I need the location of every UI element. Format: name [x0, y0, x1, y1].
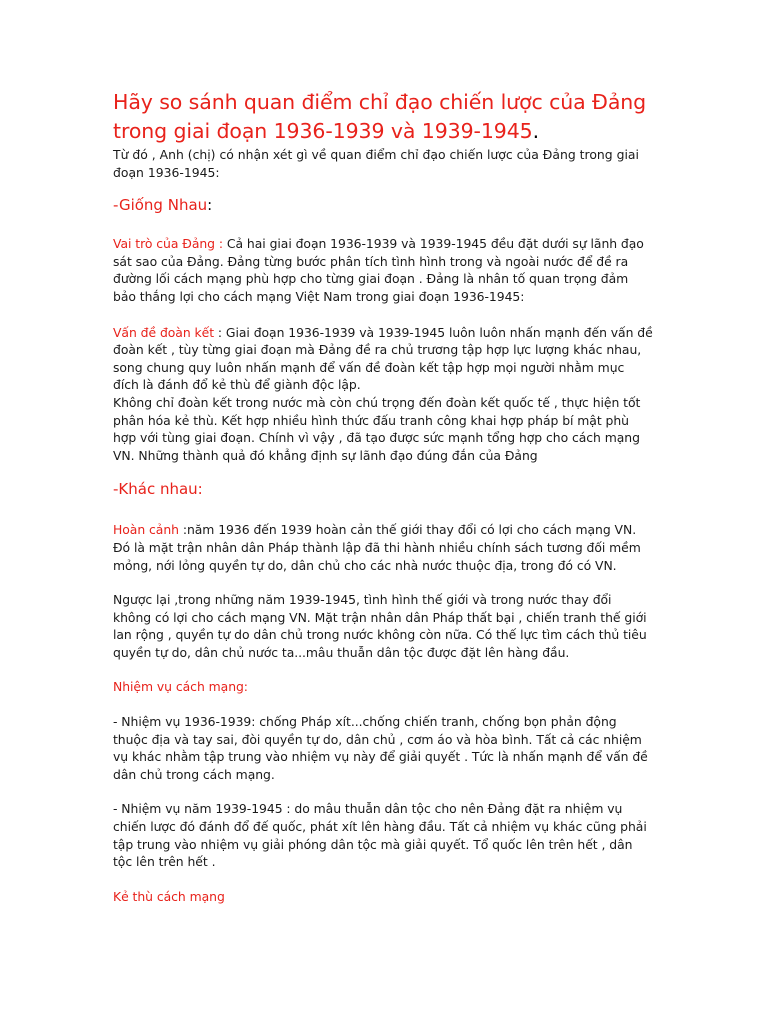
- paragraph-mission-1939: - Nhiệm vụ năm 1939-1945 : do mâu thuẫn dân tộc cho nên Đảng đặt ra nhiệm vụ chiến lược đó đánh đổ đế quốc, phát xít lên hàng đầu. Tất cả nhiệm vụ khác cũng phải tập trung vào nhiệm vụ giải phóng dân tộc mà giải quyết. Tổ quốc lên trên hết , dân tộc lên trên hết .: [113, 801, 647, 870]
- document-title: [113, 88, 653, 146]
- heading-colon: :: [207, 196, 213, 215]
- paragraph-mission-1936: - Nhiệm vụ 1936-1939: chống Pháp xít...chống chiến tranh, chống bọn phản động thuộc địa và tay sai, đòi quyền tự do, dân chủ , cơm áo và hòa bình. Tất cả các nhiệm vụ khác nhằm tập trung vào nhiệm vụ này để giải quyết . Tức là nhấn mạnh để vấn đề dân chủ trong cách mạng.: [113, 714, 648, 782]
- heading-similarities-text: -Giống Nhau: [113, 196, 208, 215]
- title-text: Hãy so sánh quan điểm chỉ đạo chiến lược của Đảng trong giai đoạn 1936-1939 và 1939-1945: [113, 90, 647, 143]
- subtitle-question: Từ đó , Anh (chị) có nhận xét gì về quan điểm chỉ đạo chiến lược của Đảng trong giai đoạn 1936-1945:: [113, 147, 639, 180]
- text-context: :năm 1936 đến 1939 hoàn cản thế giới thay đổi có lợi cho cách mạng VN. Đó là mặt trận nhân dân Pháp thành lập đã thi hành nhiều chính sách tương đối mềm mỏng, nới lỏng quyền tự do, dân chủ cho các nhà nước thuộc địa, trong đó có VN.: [113, 522, 641, 573]
- heading-similarities: [113, 195, 653, 215]
- document-page: [113, 88, 653, 905]
- text-party-role: Cả hai giai đoạn 1936-1939 và 1939-1945 đều đặt dưới sự lãnh đạo sát sao của Đảng. Đảng từng bước phân tích tình hình trong và ngoài nước để đề ra đường lối cách mạng phù hợp cho từng giai đoạn . Đảng là nhân tố quan trọng đảm bảo thắng lợi cho cách mạng Việt Nam trong giai đoạn 1936-1945:: [113, 236, 644, 304]
- paragraph-unity: [113, 324, 653, 394]
- label-unity: Vấn đề đoàn kết: [113, 324, 215, 340]
- paragraph-unity-international: Không chỉ đoàn kết trong nước mà còn chú trọng đến đoàn kết quốc tế , thực hiện tốt phân hóa kẻ thù. Kết hợp nhiều hình thức đấu tranh công khai hợp pháp bí mật phù hợp với tùng giai đoạn. Chính vì vậy , đã tạo được sức mạnh tổng hợp cho cách mạng VN. Những thành quả đó khẳng định sự lãnh đạo đúng đắn của Đảng: [113, 394, 641, 463]
- paragraph-party-role: [113, 235, 653, 305]
- title-period: .: [532, 119, 540, 143]
- label-mission: Nhiệm vụ cách mạng:: [113, 679, 248, 695]
- paragraph-contrast: Ngược lại ,trong những năm 1939-1945, tình hình thế giới và trong nước thay đổi không có lợi cho cách mạng VN. Mặt trận nhân dân Pháp thất bại , chiến tranh thế giới lan rộng , quyền tự do dân chủ trong nước không còn nữa. Có thế lực tìm cách thủ tiêu quyền tự do, dân chủ nước ta...mâu thuẫn dân tộc được đặt lên hàng đầu.: [113, 592, 647, 660]
- label-context: Hoàn cảnh: [113, 522, 179, 538]
- paragraph-context: [113, 521, 653, 574]
- heading-differences: -Khác nhau:: [113, 480, 203, 499]
- label-party-role: Vai trò của Đảng :: [113, 236, 224, 252]
- text-unity: : Giai đoạn 1936-1939 và 1939-1945 luôn luôn nhấn mạnh đến vấn đề đoàn kết , tùy từng giai đoạn mà Đảng đề ra chủ trương tập hợp lực lượng khác nhau, song chung quy luôn nhấn mạnh để vấn đề đoàn kết tập hợp mọi người nhằm mục đích là đánh đổ kẻ thù để giành độc lập.: [113, 324, 653, 393]
- label-enemy: Kẻ thù cách mạng: [113, 888, 225, 904]
